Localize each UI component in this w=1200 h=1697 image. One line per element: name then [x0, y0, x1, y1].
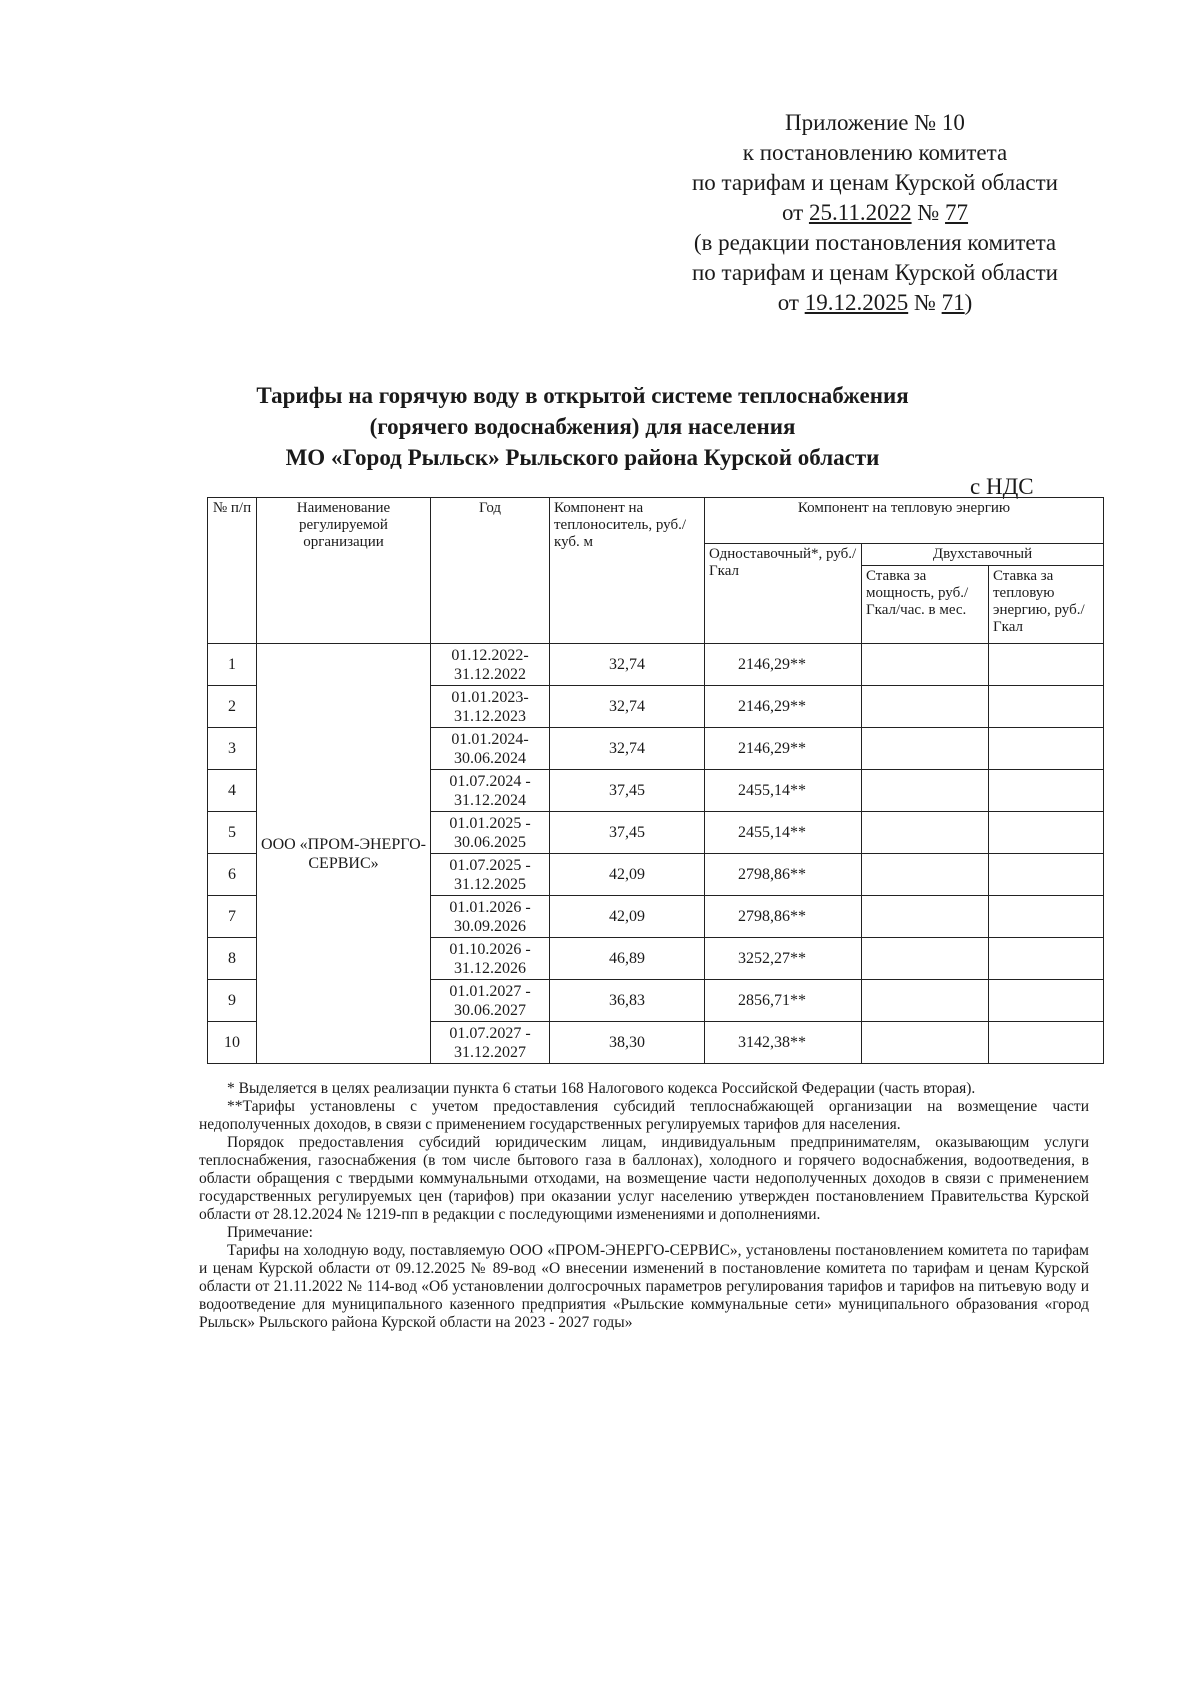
footnote-subsidy: **Тарифы установлены с учетом предоставления субсидий теплоснабжающей организации на возмещение части недополученных доходов, в связи с применением государственных регулируемых тарифов для населения.: [199, 1098, 1089, 1133]
table-row: 2 01.01.2023- 31.12.2023 32,74 2146,29**: [208, 686, 1104, 728]
header-number: № п/п: [208, 498, 257, 644]
vat-label: с НДС: [970, 474, 1034, 499]
appendix-line-5: (в редакции постановления комитета: [693, 230, 1057, 255]
table-row: 9 01.01.2027 - 30.06.2027 36,83 2856,71**: [208, 980, 1104, 1022]
table-row: 4 01.07.2024 - 31.12.2024 37,45 2455,14**: [208, 770, 1104, 812]
revision-date: 19.12.2025: [804, 290, 909, 315]
appendix-line-4: от 25.11.2022 № 77: [781, 200, 969, 225]
appendix-line-6: по тарифам и ценам Курской области: [692, 260, 1058, 285]
header-two-rate: Двухставочный: [862, 544, 1104, 566]
remark-text: Тарифы на холодную воду, поставляемую ООО «ПРОМ-ЭНЕРГО-СЕРВИС», установлены постановлением комитета по тарифам и ценам Курской области от 09.12.2025 № 89-вод «О внесении изменений в постановление комитета по тарифам и ценам Курской области от 21.11.2022 № 114-вод «Об установлении долгосрочных параметров регулирования тарифов и тарифов на питьевую воду и водоотведение для муниципального казенного предприятия «Рыльские коммунальные сети» муниципального образования «город Рыльск» Рыльского района Курской области на 2023 - 2027 годы»: [199, 1242, 1089, 1331]
footnotes: [199, 1080, 1089, 1332]
table-row: 6 01.07.2025 - 31.12.2025 42,09 2798,86**: [208, 854, 1104, 896]
title-line-2: (горячего водоснабжения) для населения: [369, 414, 796, 439]
title-line-3: МО «Город Рыльск» Рыльского района Курской области: [285, 445, 880, 470]
appendix-header: [655, 108, 1095, 318]
table-row: 1 ООО «ПРОМ-ЭНЕРГО-СЕРВИС» 01.12.2022- 31.12.2022 32,74 2146,29**: [208, 644, 1104, 686]
header-one-rate: Одноставочный*, руб./Гкал: [705, 544, 862, 644]
header-organization: Наименование регулируемой организации: [257, 498, 431, 644]
header-carrier: Компонент на теплоноситель, руб./куб. м: [550, 498, 705, 644]
title-line-1: Тарифы на горячую воду в открытой системе теплоснабжения: [256, 383, 909, 408]
document-title: [200, 380, 965, 473]
appendix-line-1: Приложение № 10: [785, 110, 965, 135]
table-row: 8 01.10.2026 - 31.12.2026 46,89 3252,27**: [208, 938, 1104, 980]
remark-label: Примечание:: [227, 1224, 313, 1241]
organization-name: ООО «ПРОМ-ЭНЕРГО-СЕРВИС»: [257, 644, 431, 1064]
appendix-line-7: от 19.12.2025 № 71): [777, 290, 973, 315]
table-row: 3 01.01.2024- 30.06.2024 32,74 2146,29**: [208, 728, 1104, 770]
appendix-line-2: к постановлению комитета: [742, 140, 1008, 165]
resolution-date: 25.11.2022: [808, 200, 912, 225]
header-year: Год: [431, 498, 550, 644]
tariff-table: [207, 497, 1104, 1064]
header-thermal: Компонент на тепловую энергию: [705, 498, 1104, 544]
table-row: 10 01.07.2027 - 31.12.2027 38,30 3142,38**: [208, 1022, 1104, 1064]
subsidy-procedure: Порядок предоставления субсидий юридическим лицам, индивидуальным предпринимателям, оказывающим услуги теплоснабжения, газоснабжения (в том числе бытового газа в баллонах), холодного и горячего водоснабжения, водоотведения, в области обращения с твердыми коммунальными отходами, на возмещение части недополученных доходов в связи с применением государственных регулируемых цен (тарифов) при оказании услуг населению утвержден постановлением Правительства Курской области от 28.12.2024 № 1219-пп в редакции с последующими изменениями и дополнениями.: [199, 1134, 1089, 1223]
revision-number: 71: [941, 290, 965, 315]
table-row: 5 01.01.2025 - 30.06.2025 37,45 2455,14**: [208, 812, 1104, 854]
header-capacity-rate: Ставка за мощность, руб./Гкал/час. в мес.: [862, 566, 989, 644]
resolution-number: 77: [945, 200, 969, 225]
header-energy-rate: Ставка за тепловую энергию, руб./Гкал: [989, 566, 1104, 644]
appendix-line-3: по тарифам и ценам Курской области: [692, 170, 1058, 195]
footnote-single-rate: * Выделяется в целях реализации пункта 6 статьи 168 Налогового кодекса Российской Федерации (часть вторая).: [227, 1080, 976, 1097]
table-row: 7 01.01.2026 - 30.09.2026 42,09 2798,86**: [208, 896, 1104, 938]
